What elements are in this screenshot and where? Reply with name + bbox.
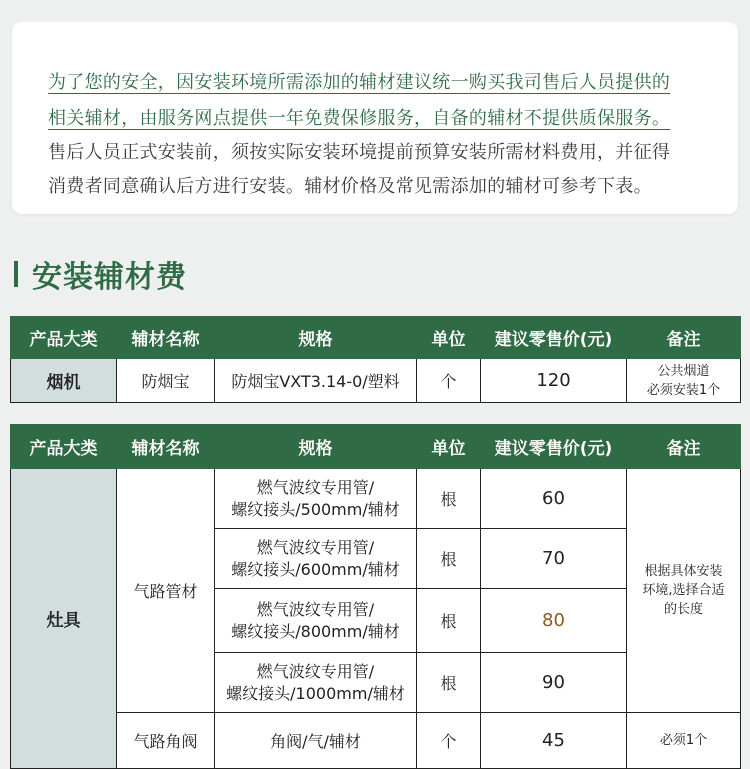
spec-line: 螺纹接头/1000mm/辅材: [226, 683, 405, 703]
unit-cell: 根: [417, 653, 481, 713]
price-cell: 70: [481, 529, 627, 589]
note-cell: [627, 359, 741, 403]
note-line: 公共烟道: [657, 363, 710, 379]
note-cell: 必须1个: [627, 713, 741, 769]
header-spec: 规格: [215, 317, 417, 359]
notice-line-2: 相关辅材，由服务网点提供一年免费保修服务，自备的辅材不提供质保服务。: [48, 108, 671, 129]
table-row: [11, 713, 741, 769]
note-cell: [627, 469, 741, 713]
unit-cell: 根: [417, 589, 481, 653]
spec-cell: 防烟宝VXT3.14-0/塑料: [215, 359, 417, 403]
header-category: 产品大类: [11, 425, 117, 469]
name-cell: 气路管材: [117, 469, 215, 713]
table-row: [11, 359, 741, 403]
section-title-text: 安装辅材费: [32, 260, 187, 295]
spec-cell: [215, 469, 417, 529]
price-cell: 90: [481, 653, 627, 713]
unit-cell: 个: [417, 713, 481, 769]
header-category: 产品大类: [11, 317, 117, 359]
price-cell: 45: [481, 713, 627, 769]
note-line: 根据具体安装: [644, 564, 723, 579]
header-price: 建议零售价(元): [481, 425, 627, 469]
note-line: 的长度: [663, 602, 703, 617]
category-cell: 烟机: [11, 359, 117, 403]
notice-card: [12, 22, 738, 214]
notice-line-3: 售后人员正式安装前，须按实际安装环境提前预算安装所需材料费用，并征得: [48, 142, 671, 163]
note-line: 环境,选择合适: [642, 583, 725, 598]
note-line: 必须安装1个: [646, 382, 721, 398]
spec-line: 螺纹接头/600mm/辅材: [231, 559, 400, 579]
title-accent-bar: [14, 261, 18, 287]
spec-cell: [215, 529, 417, 589]
table-row: [11, 469, 741, 529]
spec-line: 燃气波纹专用管/: [256, 477, 375, 497]
name-cell: 气路角阀: [117, 713, 215, 769]
spec-line: 燃气波纹专用管/: [256, 661, 375, 681]
notice-line-4: 消费者同意确认后方进行安装。辅材价格及常见需添加的辅材可参考下表。: [48, 176, 652, 197]
unit-cell: 根: [417, 469, 481, 529]
spec-line: 螺纹接头/800mm/辅材: [231, 621, 400, 641]
price-cell: 60: [481, 469, 627, 529]
header-unit: 单位: [417, 317, 481, 359]
notice-line-1: 为了您的安全，因安装环境所需添加的辅材建议统一购买我司售后人员提供的: [48, 72, 671, 93]
price-cell: 80: [481, 589, 627, 653]
spec-cell: 角阀/气/辅材: [215, 713, 417, 769]
header-spec: 规格: [215, 425, 417, 469]
spec-line: 螺纹接头/500mm/辅材: [231, 499, 400, 519]
header-note: 备注: [627, 425, 741, 469]
table-header-row: [11, 425, 741, 469]
section-title: [14, 254, 187, 294]
header-price: 建议零售价(元): [481, 317, 627, 359]
header-unit: 单位: [417, 425, 481, 469]
table-header-row: [11, 317, 741, 359]
price-cell: 120: [481, 359, 627, 403]
unit-cell: 个: [417, 359, 481, 403]
header-note: 备注: [627, 317, 741, 359]
accessory-table-hood: [10, 316, 741, 403]
spec-cell: [215, 589, 417, 653]
spec-line: 燃气波纹专用管/: [256, 537, 375, 557]
spec-cell: [215, 653, 417, 713]
accessory-table-stove: [10, 424, 741, 769]
unit-cell: 根: [417, 529, 481, 589]
spec-line: 燃气波纹专用管/: [256, 599, 375, 619]
header-name: 辅材名称: [117, 317, 215, 359]
header-name: 辅材名称: [117, 425, 215, 469]
name-cell: 防烟宝: [117, 359, 215, 403]
category-cell: 灶具: [11, 469, 117, 769]
